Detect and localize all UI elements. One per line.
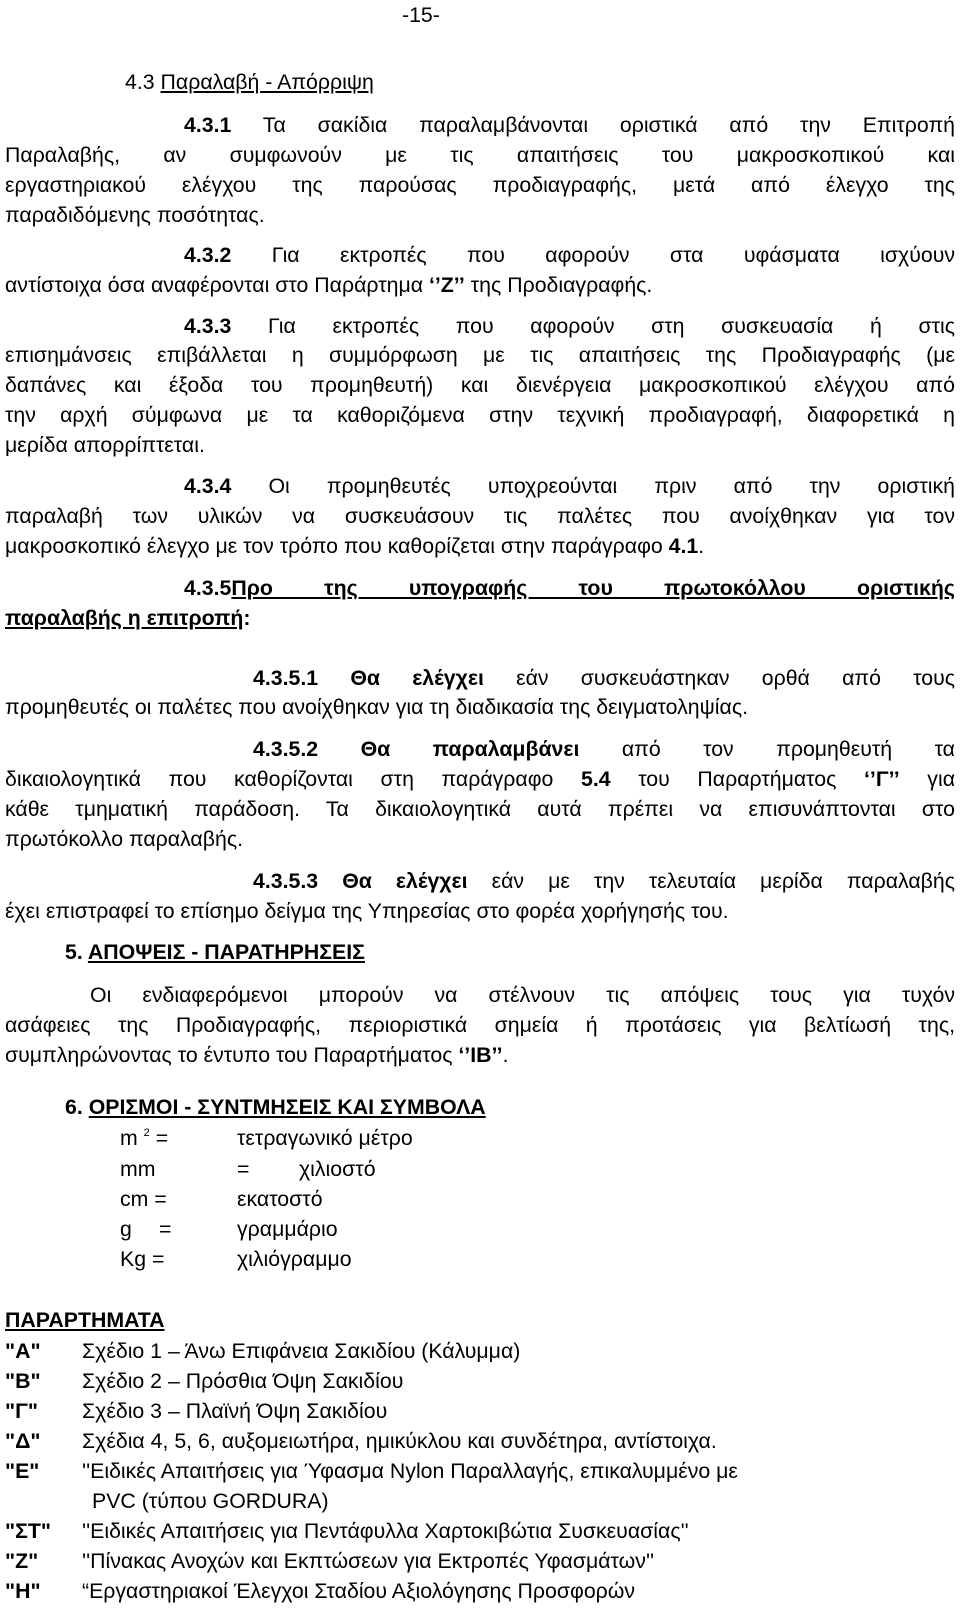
annex-title: ''Ειδικές Απαιτήσεις για Πεντάφυλλα Χαρτοκιβώτια Συσκευασίας'' <box>82 1519 689 1543</box>
section-5-heading <box>65 942 365 963</box>
emphasis-text: Θα παραλαμβάνει <box>360 737 580 761</box>
paragraph-4-3-3-line: την αρχή σύμφωνα με τα καθοριζόμενα στην τεχνική προδιαγραφή, διαφορετικά η <box>5 403 955 427</box>
definition-symbol: Kg = <box>120 1247 165 1271</box>
equals-sign: = <box>149 1126 169 1150</box>
paragraph-4-3-5-1-line <box>253 668 955 689</box>
paragraph-4-3-4-line <box>5 536 704 557</box>
paragraph-heading-text: παραλαβής η επιτροπή <box>5 606 244 630</box>
annex-title: “Εργαστηριακοί Έλεγχοι Σταδίου Αξιολόγησης Προσφορών <box>82 1579 636 1603</box>
paragraph-text: Για εκτροπές που αφορούν στη συσκευασία ή στις <box>231 314 955 338</box>
paragraph-4-3-5-2-line: κάθε τμηματική παράδοση. Τα δικαιολογητικά αυτά πρέπει να επισυνάπτονται στο <box>5 797 955 821</box>
annex-code: "Β" <box>5 1369 41 1393</box>
paragraph-4-3-1-line: εργαστηριακού ελέγχου της παρούσας προδιαγραφής, μετά από έλεγχο της <box>5 173 955 197</box>
punctuation: : <box>243 606 251 630</box>
section-number: 5. <box>65 940 88 964</box>
paragraph-text: μακροσκοπικό έλεγχο με τον τρόπο που καθορίζεται στην παράγραφο <box>5 534 669 558</box>
section-title: ΟΡΙΣΜΟΙ - ΣΥΝΤΜΗΣΕΙΣ ΚΑΙ ΣΥΜΒΟΛΑ <box>88 1095 486 1119</box>
annex-title: Σχέδια 4, 5, 6, αυξομειωτήρα, ημικύκλου και συνδέτηρα, αντίστοιχα. <box>82 1429 717 1453</box>
paragraph-heading-text: Προ της υπογραφής του πρωτοκόλλου οριστικής <box>231 576 955 600</box>
paragraph-4-3-5-line <box>184 578 955 599</box>
clause-number: 4.3.5.3 <box>253 869 319 893</box>
clause-number: 4.3.5 <box>184 576 232 600</box>
annex-title: ''Ειδικές Απαιτήσεις για Ύφασμα Nylon Παραλλαγής, επικαλυμμένο με <box>82 1459 738 1483</box>
section-reference: 4.1 <box>668 534 699 558</box>
definition-meaning: γραμμάριο <box>237 1217 338 1241</box>
page-number: -15- <box>402 3 440 27</box>
paragraph-text: αντίστοιχα όσα αναφέρονται στο Παράρτημα <box>5 273 429 297</box>
paragraph-4-3-2-line <box>184 245 955 266</box>
symbol-text: m <box>120 1126 138 1150</box>
definition-meaning: χιλιοστό <box>299 1157 376 1181</box>
paragraph-text: Τα σακίδια παραλαμβάνονται οριστικά από την Επιτροπή <box>231 113 955 137</box>
section-5-line: Οι ενδιαφερόμενοι μπορούν να στέλνουν τις απόψεις τους για τυχόν <box>90 983 955 1007</box>
paragraph-4-3-2-line <box>5 275 652 296</box>
paragraph-4-3-1-line: παραδιδόμενης ποσότητας. <box>5 203 265 227</box>
paragraph-text: του Παραρτήματος <box>610 767 865 791</box>
definition-symbol: mm <box>120 1157 156 1181</box>
paragraph-4-3-4-line <box>184 476 955 497</box>
definition-meaning: χιλιόγραμμο <box>237 1247 352 1271</box>
equals-sign: = <box>159 1217 172 1241</box>
paragraph-4-3-3-line: δαπάνες και έξοδα του προμηθευτή) και διενέργεια μακροσκοπικού ελέγχου από <box>5 373 955 397</box>
section-4-3-heading <box>125 72 374 93</box>
section-number: 6. <box>65 1095 89 1119</box>
annexes-heading: ΠΑΡΑΡΤΗΜΑΤΑ <box>5 1308 165 1332</box>
clause-number: 4.3.5.2 <box>253 737 319 761</box>
paragraph-text: Για εκτροπές που αφορούν στα υφάσματα ισχύουν <box>231 243 955 267</box>
paragraph-4-3-3-line <box>184 316 955 337</box>
annex-title: ''Πίνακας Ανοχών και Εκπτώσεων για Εκτροπές Υφασμάτων'' <box>82 1549 655 1573</box>
paragraph-text: εάν συσκευάστηκαν ορθά από τους <box>483 666 955 690</box>
emphasis-text: Θα ελέγχει <box>342 869 468 893</box>
paragraph-4-3-5-line <box>5 608 251 629</box>
paragraph-text: από τον προμηθευτή τα <box>579 737 955 761</box>
annex-title: Σχέδιο 3 – Πλαϊνή Όψη Σακιδίου <box>82 1399 388 1423</box>
paragraph-text: συμπληρώνοντας το έντυπο του Παραρτήματος <box>5 1043 459 1067</box>
emphasis-text: Θα ελέγχει <box>350 666 484 690</box>
annex-reference: ‘’Γ’’ <box>864 767 900 791</box>
section-6-heading <box>65 1097 486 1118</box>
annex-code: "Ε" <box>5 1459 40 1483</box>
annex-code: "Ζ" <box>5 1549 39 1573</box>
paragraph-4-3-3-line: μερίδα απορρίπτεται. <box>5 433 205 457</box>
paragraph-4-3-5-2-line: πρωτόκολλο παραλαβής. <box>5 827 243 851</box>
paragraph-4-3-5-2-line <box>253 739 955 760</box>
section-5-line: ασάφειες της Προδιαγραφής, περιοριστικά σημεία ή προτάσεις για βελτίωσή της, <box>5 1013 955 1037</box>
paragraph-4-3-3-line: επισημάνσεις επιβάλλεται η συμμόρφωση με τις απαιτήσεις της Προδιαγραφής (με <box>5 343 955 367</box>
annex-title-continuation: PVC (τύπου GORDURA) <box>92 1489 329 1513</box>
section-title: ΑΠΟΨΕΙΣ - ΠΑΡΑΤΗΡΗΣΕΙΣ <box>87 940 365 964</box>
annex-code: "Α" <box>5 1339 41 1363</box>
definition-symbol: cm = <box>120 1187 167 1211</box>
section-title: Παραλαβή - Απόρριψη <box>160 70 374 94</box>
paragraph-text: για <box>899 767 955 791</box>
section-number: 4.3 <box>125 70 161 94</box>
section-5-line <box>5 1045 509 1066</box>
paragraph-4-3-1-line: Παραλαβής, αν συμφωνούν με τις απαιτήσεις του μακροσκοπικού και <box>5 143 955 167</box>
equals-sign: = <box>237 1157 250 1181</box>
clause-number: 4.3.5.1 <box>253 666 319 690</box>
definition-symbol: g <box>120 1217 132 1241</box>
paragraph-text: . <box>698 534 705 558</box>
clause-number: 4.3.3 <box>184 314 232 338</box>
section-reference: 5.4 <box>580 767 611 791</box>
clause-number: 4.3.2 <box>184 243 232 267</box>
annex-reference: ‘’ΙΒ’’ <box>458 1043 503 1067</box>
paragraph-text: δικαιολογητικά που καθορίζονται στη παράγραφο <box>5 767 581 791</box>
paragraph-4-3-5-1-line: προμηθευτές οι παλέτες που ανοίχθηκαν για τη διαδικασία της δειγματοληψίας. <box>5 695 749 719</box>
definition-meaning: εκατοστό <box>237 1187 323 1211</box>
annex-title: Σχέδιο 2 – Πρόσθια Όψη Σακιδίου <box>82 1369 404 1393</box>
annex-reference: ‘’Ζ’’ <box>428 273 465 297</box>
annex-title: Σχέδιο 1 – Άνω Επιφάνεια Σακιδίου (Κάλυμμα) <box>82 1339 521 1363</box>
annex-code: "Η" <box>5 1579 41 1603</box>
paragraph-text: . <box>502 1043 509 1067</box>
paragraph-text: της Προδιαγραφής. <box>464 273 653 297</box>
paragraph-text: εάν με την τελευταία μερίδα παραλαβής <box>467 869 956 893</box>
clause-number: 4.3.4 <box>184 474 232 498</box>
paragraph-4-3-5-3-line <box>253 871 955 892</box>
paragraph-4-3-1-line <box>184 115 955 136</box>
paragraph-4-3-5-2-line <box>5 769 955 790</box>
annex-code: "ΣΤ" <box>5 1519 51 1543</box>
annex-code: "Γ" <box>5 1399 38 1423</box>
paragraph-text: Οι προμηθευτές υποχρεούνται πριν από την οριστική <box>231 474 955 498</box>
annex-code: "Δ" <box>5 1429 41 1453</box>
paragraph-4-3-5-3-line: έχει επιστραφεί το επίσημο δείγμα της Υπηρεσίας στο φορέα χορήγησής του. <box>5 899 729 923</box>
definition-symbol <box>120 1128 168 1149</box>
clause-number: 4.3.1 <box>184 113 232 137</box>
paragraph-4-3-4-line: παραλαβή των υλικών να συσκευάσουν τις παλέτες που ανοίχθηκαν για τον <box>5 504 955 528</box>
superscript: 2 <box>143 1127 150 1139</box>
definition-meaning: τετραγωνικό μέτρο <box>237 1126 413 1150</box>
